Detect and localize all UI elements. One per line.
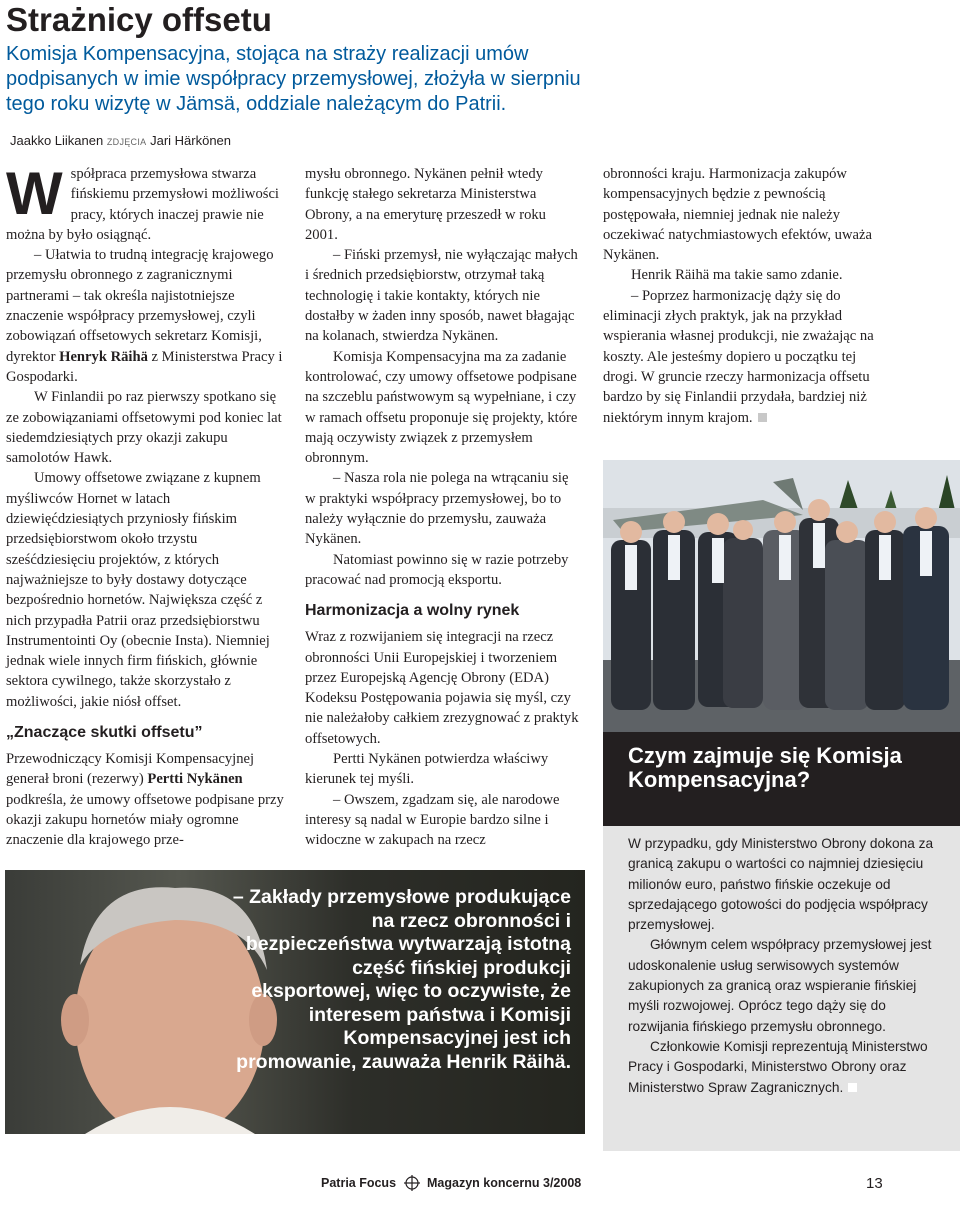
page-number: 13	[866, 1175, 883, 1192]
paragraph: obronności kraju. Harmonizacja zakupów kompensacyjnych będzie z pewnością postępowała, niemniej jednak nie należy oczekiwać natychmiastowych efektów, uważa Nykänen.	[603, 166, 872, 264]
paragraph	[6, 749, 286, 850]
end-of-sidebar-icon	[848, 1083, 857, 1092]
article-column-2	[305, 164, 580, 851]
person-name: Pertti Nykänen	[147, 771, 243, 788]
sidebar-paragraph	[628, 1037, 940, 1098]
patria-logo-icon	[404, 1175, 420, 1191]
sidebar-paragraph: W przypadku, gdy Ministerstwo Obrony dokona za granicą zakupu o wartości co najmniej dziesięciu milionów euro, państwo fińskie oczekuje od sprzedającego gotowości do podjęcia współpracy przemysłowej.	[628, 836, 934, 933]
paragraph	[603, 286, 883, 428]
paragraph: W Finlandii po raz pierwszy spotkano się ze zobowiązaniami offsetowymi pod koniec lat siedemdziesiątych przy okazji zakupu samolotów Hawk.	[6, 389, 282, 467]
byline	[10, 133, 231, 150]
group-photo-illustration	[603, 460, 960, 732]
person-name: Henryk Räihä	[59, 348, 148, 365]
paragraph-text: z Ministerstwa Pracy i Gospodarki.	[6, 348, 283, 385]
paragraph-text: – Ułatwia to trudną integrację krajowego przemysłu obronnego z zagranicznymi partnerami – tak określa najistotniejsze znaczenie współpracy przemysłowej, czyli zobowiązań offsetowych sekretarz Komisji, dyrektor	[6, 247, 274, 365]
article-column-3	[603, 164, 883, 428]
paragraph: Umowy offsetowe związane z kupnem myśliwców Hornet w latach dziewięćdziesiątych przyniosły fińskim przedsiębiorstwom około trzystu sześćdziesięciu projektów, z których najważniejsze to były dostawy dotyczące bezpośrednio hornetów. Największa część z nich przypadła Patrii oraz przedsiębiorstwu Instrumentointi Oy (obecnie Insta). Niemniej jednak wiele innych firm fińskich, głównie sektora cywilnego, także skorzystało z możliwości, jakie niósł offset.	[6, 470, 270, 710]
drop-cap: W	[6, 160, 63, 227]
section-heading: „Znaczące skutki offsetu”	[6, 724, 203, 742]
paragraph: – Fiński przemysł, nie wyłączając małych i średnich przedsiębiorstw, otrzymał taką technologię i takie kontakty, których nie dostałby w żaden inny sposób, nawet błagając na kolanach, stwierdza Nykänen.	[305, 247, 578, 345]
paragraph: – Nasza rola nie polega na wtrącaniu się w praktyki współpracy przemysłowej, bo to należy wyłącznie do przemysłu, zauważa Nykänen.	[305, 470, 569, 548]
magazine-name: Patria Focus	[321, 1176, 397, 1190]
author-name: Jaakko Liikanen	[10, 133, 104, 148]
group-photo	[603, 460, 960, 732]
sidebar-box	[603, 732, 960, 1151]
paragraph: Wraz z rozwijaniem się integracji na rzecz obronności Unii Europejskiej i tworzeniem przez Europejską Agencję Obrony (EDA) Kodeksu Postępowania pojawia się myśl, czy nie należałoby całkiem zrezygnować z praktyk offsetowych.	[305, 629, 579, 747]
paragraph: Pertti Nykänen potwierdza właściwy kierunek tej myśli.	[305, 751, 549, 788]
portrait-photo	[5, 870, 585, 1134]
article-column-1	[6, 160, 286, 851]
paragraph-text: – Poprzez harmonizację dąży się do eliminacji złych praktyk, jak na przykład wspierania własnej produkcji, nie zważając na koszty. Ale jesteśmy dopiero u początku tej drogi. W gruncie rzeczy harmonizacja offsetu bardzo by się Finlandii przydała, bardziej niż niektórym innym krajom.	[603, 287, 874, 426]
paragraph: Natomiast powinno się w razie potrzeby pracować nad promocją eksportu.	[305, 551, 569, 588]
section-heading: Harmonizacja a wolny rynek	[305, 602, 520, 620]
photographer-name: Jari Härkönen	[150, 133, 232, 148]
article-title: Strażnicy offsetu	[6, 1, 272, 38]
paragraph-text: spółpraca przemysłowa stwarza fińskiemu przemysłowi możliwości pracy, których inaczej prawie nie można by było osiągnąć.	[6, 166, 279, 243]
page-footer	[321, 1175, 581, 1191]
paragraph: Komisja Kompensacyjna ma za zadanie kontrolować, czy umowy offsetowe podpisane na szczeblu państwowym są wypełniane, i czy w ramach offsetu proponuje się projekty, które mają oczywisty związek z przemysłem obronnym.	[305, 348, 578, 467]
sidebar-body	[628, 834, 940, 1098]
photo-credit-label: ZDJĘCIA	[106, 137, 147, 147]
paragraph	[6, 160, 286, 245]
sidebar-header	[603, 732, 960, 826]
paragraph: mysłu obronnego. Nykänen pełnił wtedy funkcję stałego sekretarza Ministerstwa Obrony, a na emeryturę przeszedł w roku 2001.	[305, 166, 546, 243]
sidebar-title: Czym zajmuje się Komisja Kompensacyjna?	[628, 743, 902, 792]
sidebar-paragraph: Głównym celem współpracy przemysłowej jest udoskonalenie usług serwisowych systemów zakupionych za granicą oraz wspieranie fińskiej myśli rozwojowej. Oprócz tego dąży się do rozwijania fińskiego przemysłu obronnego.	[628, 937, 932, 1034]
issue-label: Magazyn koncernu 3/2008	[427, 1176, 582, 1190]
paragraph-text: Przewodniczący Komisji Kompensacyjnej generał broni (rezerwy)	[6, 751, 255, 788]
article-lede: Komisja Kompensacyjna, stojąca na straży realizacji umów podpisanych w imie współpracy przemysłowej, złożyła w sierpniu tego roku wizytę w Jämsä, oddziale należącym do Patrii.	[6, 43, 581, 115]
paragraph-text: podkreśla, że umowy offsetowe podpisane przy okazji zakupu hornetów miały ogromne znaczenie dla krajowego prze-	[6, 791, 284, 849]
paragraph-text: Członkowie Komisji reprezentują Ministerstwo Pracy i Gospodarki, Ministerstwo Obrony oraz Ministerstwo Spraw Zagranicznych.	[628, 1038, 928, 1095]
end-of-article-icon	[758, 413, 767, 422]
paragraph	[6, 245, 286, 387]
pull-quote: – Zakłady przemysłowe produkujące na rzecz obronności i bezpieczeństwa wytwarzają istotną część fińskiej produkcji eksportowej, więc to oczywiste, że interesem państwa i Komisji Kompensacyjnej jest ich promowanie, zauważa Henrik Räihä.	[232, 886, 571, 1073]
paragraph: Henrik Räihä ma takie samo zdanie.	[631, 267, 843, 284]
paragraph: – Owszem, zgadzam się, ale narodowe interesy są nadal w Europie bardzo silne i widoczne w zakupach na rzecz	[305, 791, 560, 849]
